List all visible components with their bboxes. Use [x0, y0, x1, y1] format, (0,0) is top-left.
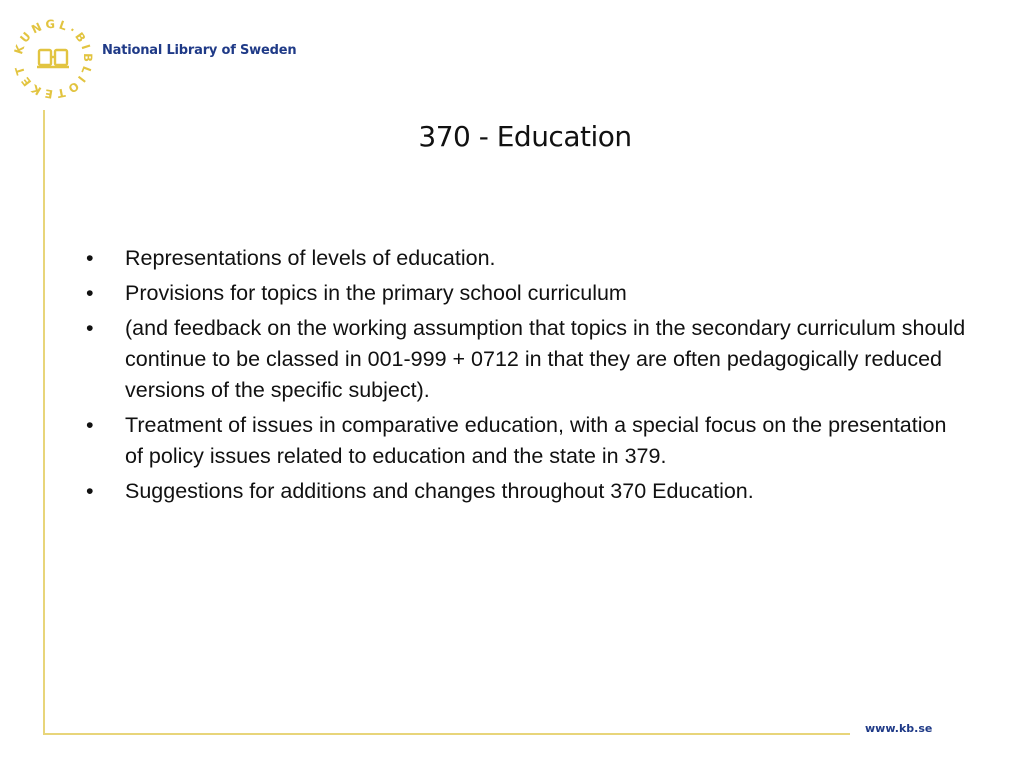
bullet-dot: •: [86, 413, 94, 437]
svg-text:KUNGL·BIBLIOTEKET: [11, 17, 95, 102]
bullet-list: [86, 243, 966, 511]
bullet-dot: •: [86, 316, 94, 340]
list-item-text: Treatment of issues in comparative education, with a special focus on the presentation of policy issues related to education and the state in 379.: [125, 413, 947, 468]
list-item: [86, 278, 966, 309]
footer-website-link[interactable]: www.kb.se: [865, 722, 933, 735]
brand-name: National Library of Sweden: [102, 43, 297, 58]
bullet-dot: •: [86, 281, 94, 305]
list-item-text: Provisions for topics in the primary school curriculum: [125, 281, 627, 305]
kb-logo-seal: [6, 12, 100, 106]
list-item: [86, 476, 966, 507]
list-item-text: Representations of levels of education.: [125, 246, 496, 270]
list-item-text: Suggestions for additions and changes throughout 370 Education.: [125, 479, 754, 503]
slide-title: 370 - Education: [418, 120, 632, 153]
frame-bottom-line: [43, 733, 850, 735]
list-item: [86, 313, 966, 406]
list-item-text: (and feedback on the working assumption that topics in the secondary curriculum should continue to be classed in 001-999 + 0712 in that they are often pedagogically reduced versions of the specific subject).: [125, 316, 966, 402]
frame-left-line: [43, 110, 45, 735]
bullet-dot: •: [86, 479, 94, 503]
book-icon: [37, 50, 69, 67]
bullet-dot: •: [86, 246, 94, 270]
logo-ring-text: KUNGL·BIBLIOTEKET: [11, 16, 96, 102]
list-item: [86, 410, 966, 472]
list-item: [86, 243, 966, 274]
